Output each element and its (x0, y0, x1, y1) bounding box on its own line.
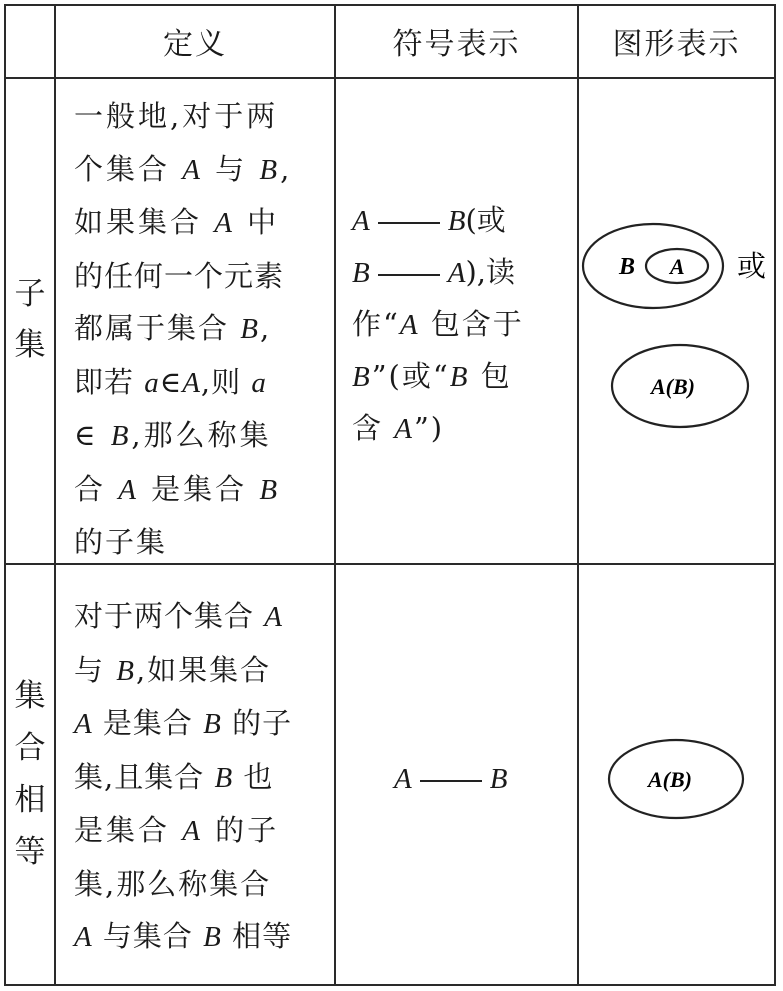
text-line: 与 B,如果集合 (74, 652, 272, 687)
table-border-bottom (4, 984, 776, 986)
text-line: 对于两个集合 A (74, 599, 283, 633)
blank-line (420, 779, 482, 782)
subset-symbol (352, 195, 524, 455)
text-line: 即若 a∈A,则 a (74, 364, 267, 399)
text-line: A B(或 (352, 203, 506, 237)
text-line: 合 A 是集合 B (74, 471, 281, 506)
blank-line (378, 221, 440, 224)
header-diagram: 图形表示 (612, 26, 741, 62)
outer-set-ellipse (583, 224, 723, 308)
subset-definition (74, 90, 292, 569)
equality-symbol: A B (394, 763, 508, 795)
equal-set-label: A(B) (648, 767, 692, 792)
row-label-char: 合 (14, 730, 46, 766)
row-label-subset (5, 269, 55, 371)
subset-venn-diagram (579, 214, 774, 434)
text-line: A 与集合 B 相等 (74, 919, 293, 953)
text-line: 的子集 (74, 525, 168, 559)
header-symbol: 符号表示 (392, 26, 521, 62)
text-line: 作“A 包含于 (352, 307, 524, 341)
row-label-char: 集 (14, 327, 46, 363)
equality-definition (74, 590, 292, 964)
text-line: 个集合 A 与 B, (74, 151, 293, 186)
text-line: B A),读 (352, 255, 515, 289)
col-divider-2 (334, 4, 336, 986)
equal-set-label: A(B) (651, 374, 695, 399)
row-label-char: 子 (14, 276, 46, 312)
text-line: 都属于集合 B, (74, 311, 272, 345)
row-label-char: 集 (14, 678, 46, 714)
header-divider (4, 77, 776, 79)
or-connector: 或 (737, 249, 767, 283)
text-line: 的任何一个元素 (74, 258, 285, 293)
row-label-char: 相 (14, 782, 46, 818)
text-line: 一般地,对于两 (74, 99, 279, 133)
row-label-equal (5, 670, 55, 878)
text-line: B”(或“B 包 (352, 359, 512, 393)
blank-line (378, 273, 440, 276)
equality-venn-diagram (579, 734, 774, 834)
row-label-char: 等 (14, 834, 46, 870)
header-definition: 定义 (163, 26, 227, 62)
text-line: 是集合 A 的子 (74, 813, 280, 847)
inner-set-label: A (670, 254, 685, 279)
text-line: 集,那么称集合 (74, 866, 272, 901)
text-line: 集,且集合 B 也 (74, 759, 274, 794)
concept-table (4, 4, 776, 986)
table-border-right (774, 4, 776, 986)
text-line: A 是集合 B 的子 (74, 706, 293, 740)
text-line: ∈ B,那么称集 (74, 418, 272, 452)
outer-set-label: B (619, 254, 636, 280)
col-divider-3 (577, 4, 579, 986)
text-line: 含 A”) (352, 411, 445, 445)
text-line: 如果集合 A 中 (74, 205, 280, 239)
